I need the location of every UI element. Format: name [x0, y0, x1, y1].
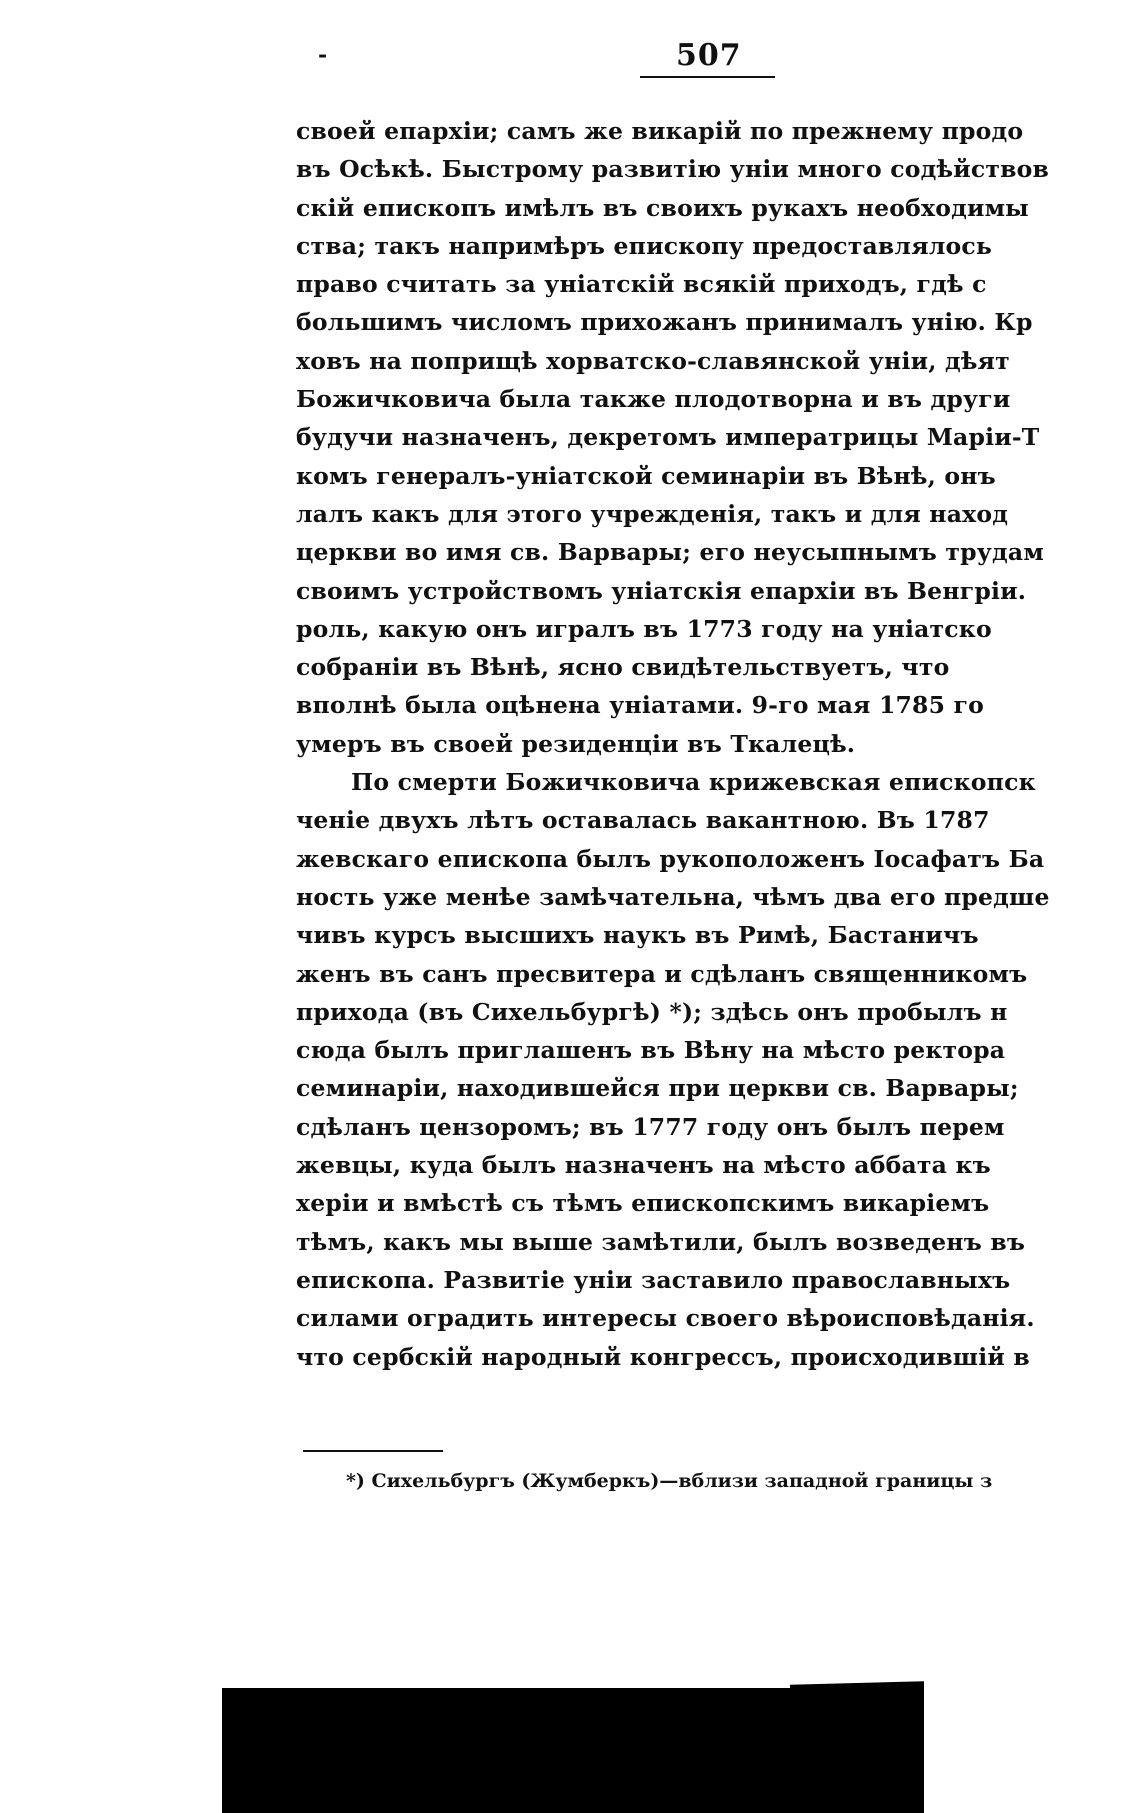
text-line: вполнѣ была оцѣнена уніатами. 9-го мая 1785 го [296, 691, 985, 720]
text-line: собраніи въ Вѣнѣ, ясно свидѣтельствуетъ, что [296, 653, 950, 682]
text-line: большимъ числомъ прихожанъ принималъ унію. Кр [296, 308, 1033, 337]
footnote: *) Сихельбургъ (Жумберкъ)—вблизи западной границы з [346, 1470, 993, 1492]
text-line: По смерти Божичковича крижевская епископск [351, 768, 1036, 797]
text-line: ченіе двухъ лѣтъ оставалась вакантною. Въ 1787 [296, 806, 990, 835]
text-line: будучи назначенъ, декретомъ императрицы Маріи-Т [296, 423, 1040, 452]
text-line: скій епископъ имѣлъ въ своихъ рукахъ необходимы [296, 193, 1029, 222]
text-line: своимъ устройствомъ уніатскія епархіи въ Венгріи. [296, 576, 1027, 605]
text-line: сдѣланъ цензоромъ; въ 1777 году онъ былъ перем [296, 1112, 1005, 1141]
text-line: роль, какую онъ игралъ въ 1773 году на уніатско [296, 614, 992, 643]
text-line: сюда былъ приглашенъ въ Вѣну на мѣсто ректора [296, 1036, 1006, 1065]
text-line: въ Осѣкѣ. Быстрому развитію уніи много содѣйствов [296, 155, 1050, 184]
text-line: жевцы, куда былъ назначенъ на мѣсто аббата къ [296, 1151, 991, 1180]
scan-edge-bar [222, 1688, 924, 1813]
text-line: жевскаго епископа былъ рукоположенъ Іосафатъ Ба [296, 844, 1045, 873]
body-text [296, 112, 1050, 1376]
page-number: 507 [676, 38, 742, 73]
text-line: прихода (въ Сихельбургѣ) *); здѣсь онъ пробылъ н [296, 997, 1008, 1026]
header-rule [640, 76, 775, 78]
text-line: чивъ курсъ высшихъ наукъ въ Римѣ, Бастаничъ [296, 921, 979, 950]
text-line: херіи и вмѣстѣ съ тѣмъ епископскимъ викаріемъ [296, 1189, 990, 1218]
text-line: церкви во имя св. Варвары; его неусыпнымъ трудам [296, 538, 1044, 567]
text-line: ховъ на поприщѣ хорватско-славянской уніи, дѣят [296, 346, 1010, 375]
text-line: силами оградить интересы своего вѣроисповѣданія. [296, 1304, 1035, 1333]
text-line: что сербскій народный конгрессъ, происходившій в [296, 1342, 1030, 1371]
text-line: Божичковича была также плодотворна и въ други [296, 385, 1011, 414]
text-line: лалъ какъ для этого учрежденія, такъ и для наход [296, 499, 1009, 528]
text-line: тѣмъ, какъ мы выше замѣтили, былъ возведенъ въ [296, 1227, 1026, 1256]
text-line: умеръ въ своей резиденціи въ Ткалецѣ. [296, 729, 856, 758]
text-line: право считать за уніатскій всякій приходъ, гдѣ с [296, 270, 987, 299]
text-line: женъ въ санъ пресвитера и сдѣланъ священникомъ [296, 959, 1028, 988]
footnote-rule [303, 1450, 443, 1452]
text-line: своей епархіи; самъ же викарій по прежнему продо [296, 117, 1024, 145]
text-line: епископа. Развитіе уніи заставило православныхъ [296, 1265, 1011, 1294]
text-line: ность уже менѣе замѣчательна, чѣмъ два его предше [296, 882, 1050, 911]
text-line: комъ генералъ-уніатской семинаріи въ Вѣнѣ, онъ [296, 461, 996, 490]
text-line: семинаріи, находившейся при церкви св. Варвары; [296, 1074, 1019, 1103]
header-dash: - [318, 42, 328, 68]
text-line: ства; такъ напримѣръ епископу предоставлялось [296, 231, 993, 260]
